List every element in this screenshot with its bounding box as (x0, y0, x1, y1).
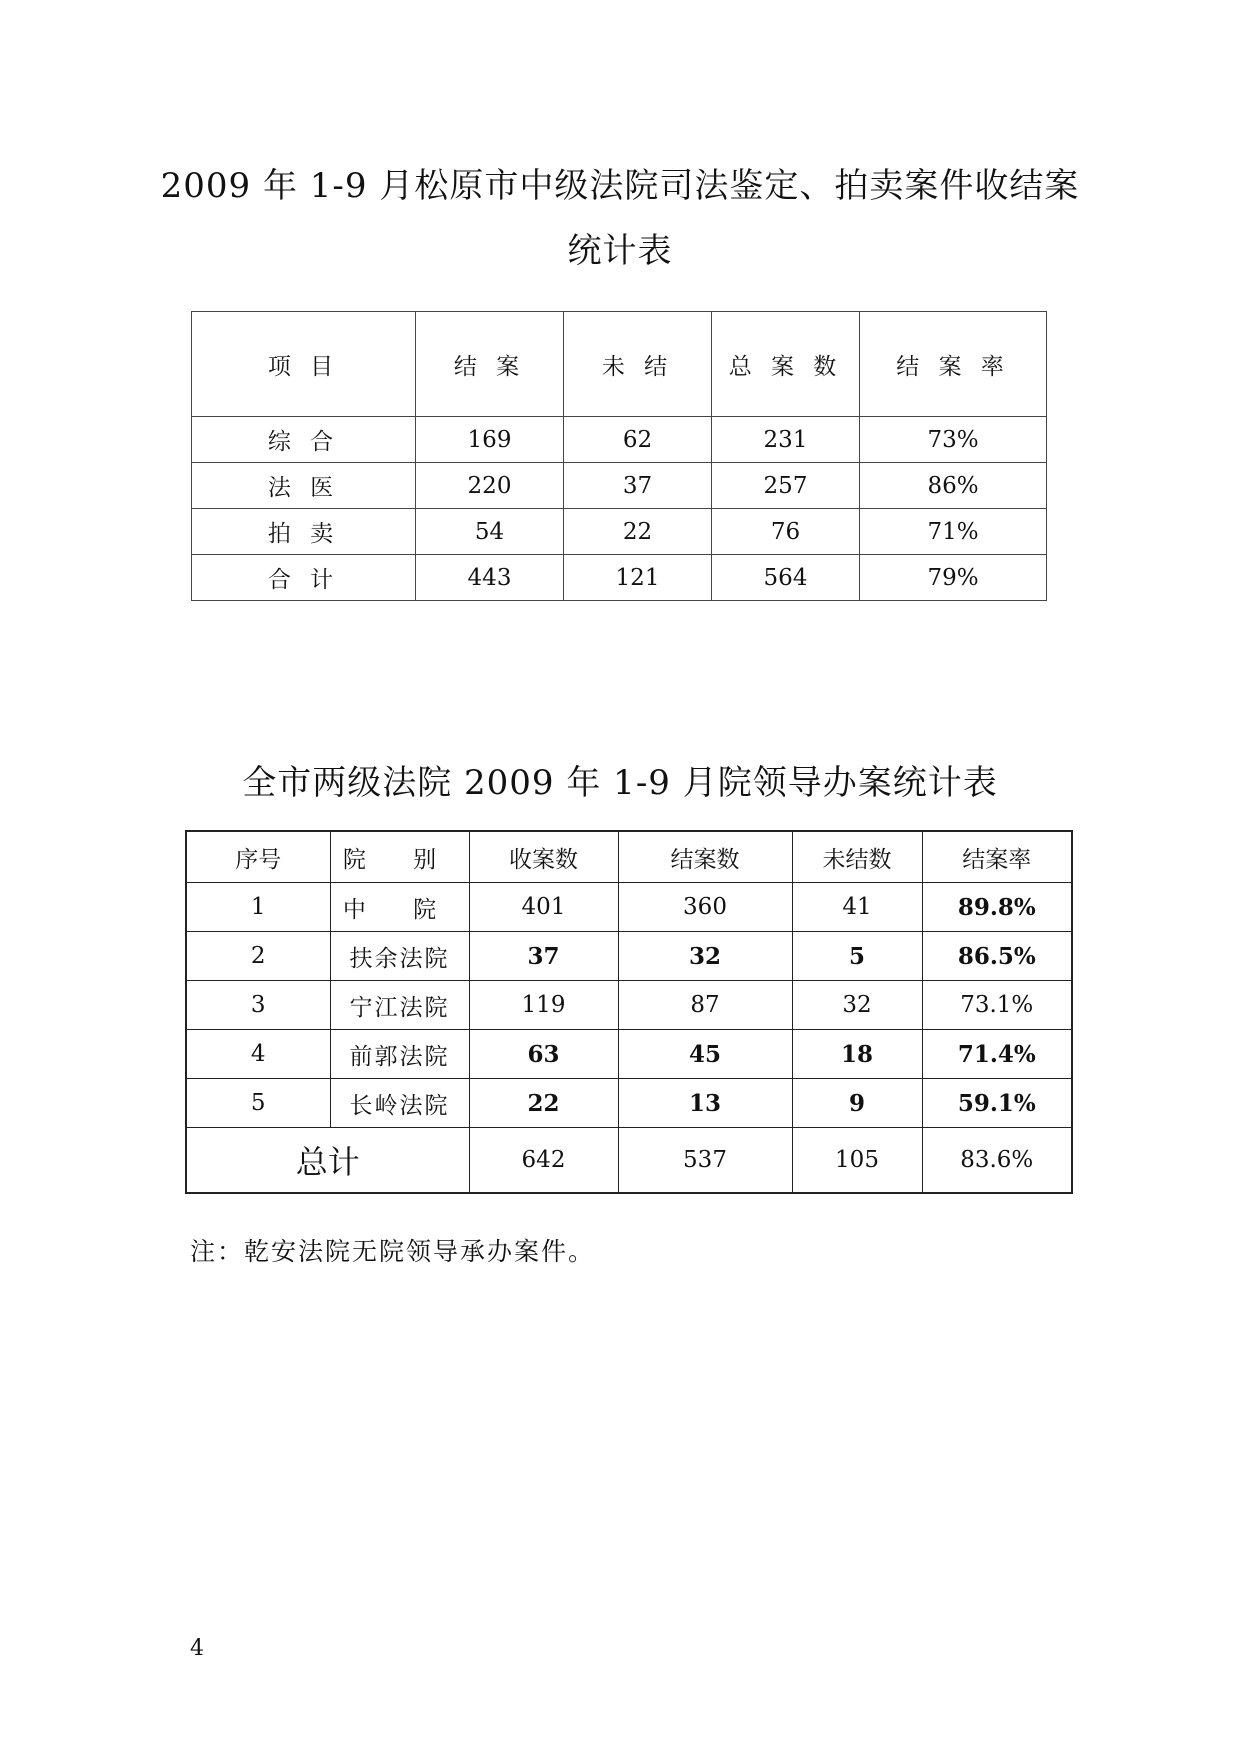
court-name: 中 院 (330, 883, 469, 932)
table-row (186, 1030, 1072, 1079)
table-cell: 220 (416, 463, 564, 509)
column-header: 结案数 (618, 831, 792, 883)
row-index: 4 (186, 1030, 330, 1079)
table-cell: 62 (564, 417, 712, 463)
table-cell: 5 (792, 932, 922, 981)
column-header: 总 案 数 (712, 312, 860, 417)
table-row (186, 932, 1072, 981)
table-cell: 54 (416, 509, 564, 555)
table-cell: 564 (712, 555, 860, 601)
table-cell: 73.1% (922, 981, 1072, 1030)
court-name: 宁江法院 (330, 981, 469, 1030)
table-cell: 105 (792, 1128, 922, 1194)
appraisal-auction-stats-table (191, 311, 1047, 601)
table-cell: 73% (860, 417, 1047, 463)
table-cell: 76 (712, 509, 860, 555)
table-cell: 360 (618, 883, 792, 932)
table-cell: 59.1% (922, 1079, 1072, 1128)
table-row (186, 883, 1072, 932)
row-label: 法 医 (192, 463, 416, 509)
table-row (192, 417, 1047, 463)
table2-title: 全市两级法院 2009 年 1-9 月院领导办案统计表 (242, 763, 998, 803)
table-cell: 37 (564, 463, 712, 509)
table1-title-line2: 统计表 (567, 231, 673, 271)
row-label: 综 合 (192, 417, 416, 463)
column-header: 项 目 (192, 312, 416, 417)
table-cell: 63 (469, 1030, 618, 1079)
court-name: 前郭法院 (330, 1030, 469, 1079)
table-cell: 121 (564, 555, 712, 601)
table-cell: 37 (469, 932, 618, 981)
row-index: 2 (186, 932, 330, 981)
table-header-row (192, 312, 1047, 417)
court-name: 扶余法院 (330, 932, 469, 981)
table-cell: 71.4% (922, 1030, 1072, 1079)
table-cell: 401 (469, 883, 618, 932)
table-cell: 119 (469, 981, 618, 1030)
table-cell: 231 (712, 417, 860, 463)
table-cell: 45 (618, 1030, 792, 1079)
table-cell: 537 (618, 1128, 792, 1194)
table-cell: 83.6% (922, 1128, 1072, 1194)
column-header: 结 案 率 (860, 312, 1047, 417)
table-cell: 32 (618, 932, 792, 981)
table-cell: 71% (860, 509, 1047, 555)
column-header: 未 结 (564, 312, 712, 417)
page-number: 4 (190, 1636, 204, 1661)
total-row (186, 1128, 1072, 1194)
table-cell: 86% (860, 463, 1047, 509)
row-index: 1 (186, 883, 330, 932)
column-header: 院 别 (330, 831, 469, 883)
table-row (192, 555, 1047, 601)
column-header: 收案数 (469, 831, 618, 883)
row-index: 5 (186, 1079, 330, 1128)
table-cell: 642 (469, 1128, 618, 1194)
table-cell: 13 (618, 1079, 792, 1128)
table-cell: 18 (792, 1030, 922, 1079)
table-cell: 22 (469, 1079, 618, 1128)
court-name: 长岭法院 (330, 1079, 469, 1128)
table-cell: 9 (792, 1079, 922, 1128)
table-cell: 32 (792, 981, 922, 1030)
table-cell: 89.8% (922, 883, 1072, 932)
table-header-row (186, 831, 1072, 883)
column-header: 未结数 (792, 831, 922, 883)
table-cell: 443 (416, 555, 564, 601)
row-index: 3 (186, 981, 330, 1030)
table-row (186, 981, 1072, 1030)
row-label: 合 计 (192, 555, 416, 601)
column-header: 序号 (186, 831, 330, 883)
leader-case-stats-table (185, 830, 1073, 1194)
table1-title-line1: 2009 年 1-9 月松原市中级法院司法鉴定、拍卖案件收结案 (160, 166, 1080, 206)
table-cell: 257 (712, 463, 860, 509)
table-cell: 86.5% (922, 932, 1072, 981)
table-cell: 169 (416, 417, 564, 463)
table-row (192, 463, 1047, 509)
footnote: 注：乾安法院无院领导承办案件。 (190, 1237, 596, 1266)
column-header: 结案率 (922, 831, 1072, 883)
table-cell: 41 (792, 883, 922, 932)
row-label: 拍 卖 (192, 509, 416, 555)
table-cell: 22 (564, 509, 712, 555)
table-row (186, 1079, 1072, 1128)
column-header: 结 案 (416, 312, 564, 417)
table-cell: 79% (860, 555, 1047, 601)
table-row (192, 509, 1047, 555)
total-label: 总计 (186, 1128, 469, 1194)
table-cell: 87 (618, 981, 792, 1030)
